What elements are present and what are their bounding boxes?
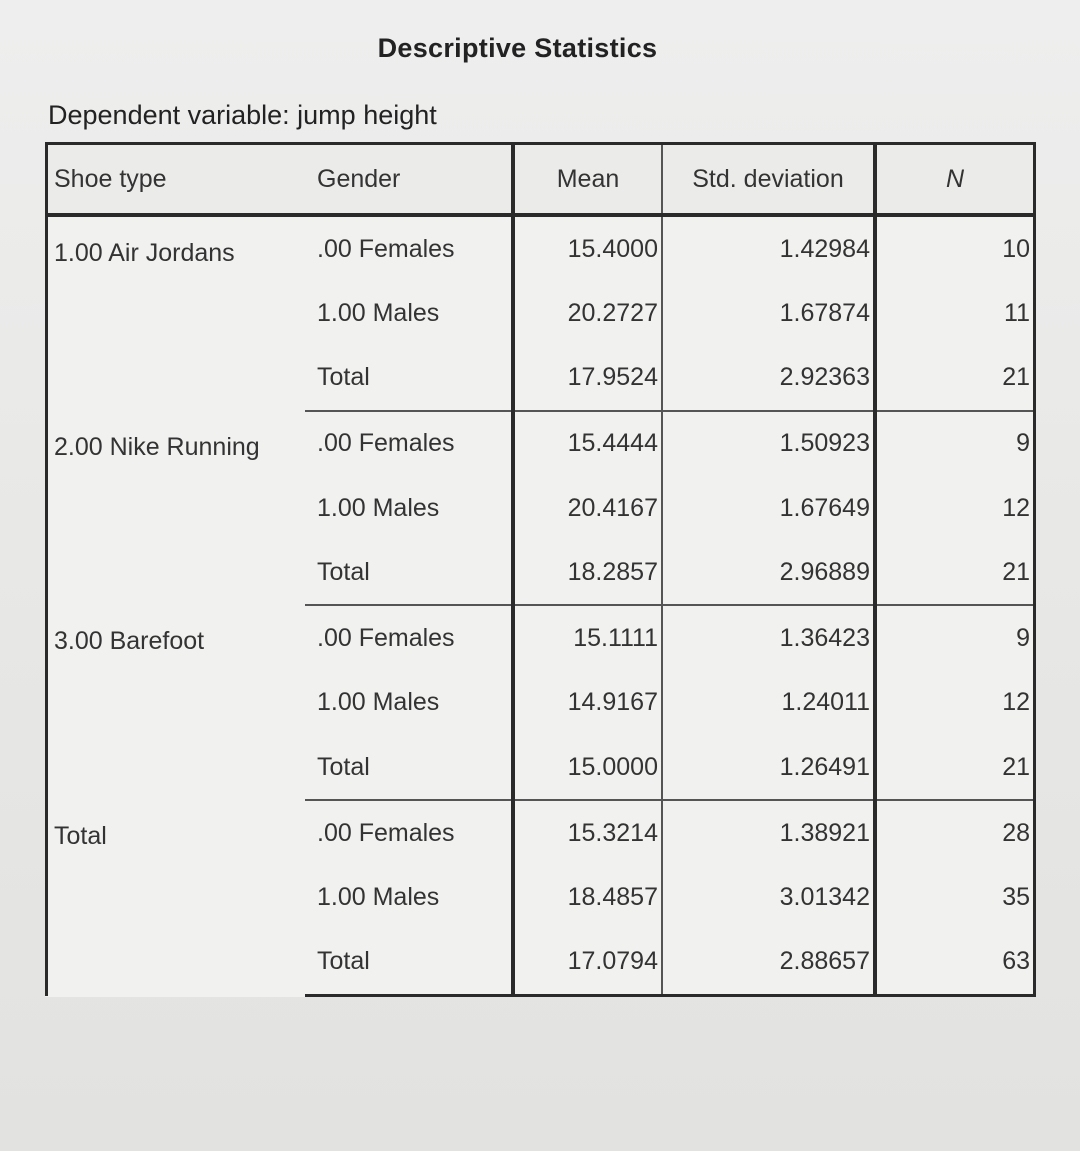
gender-cell: Total xyxy=(305,930,513,996)
header-n: N xyxy=(875,144,1035,216)
mean-cell: 15.4000 xyxy=(513,215,662,281)
mean-cell: 17.9524 xyxy=(513,345,662,410)
gender-cell: 1.00 Males xyxy=(305,865,513,929)
dependent-variable-label: Dependent variable: jump height xyxy=(48,100,437,130)
table-row xyxy=(47,215,1035,281)
header-row xyxy=(47,144,1035,216)
std-cell: 3.01342 xyxy=(662,865,875,929)
n-cell: 21 xyxy=(875,735,1035,800)
n-cell: 28 xyxy=(875,800,1035,865)
n-cell: 35 xyxy=(875,865,1035,929)
shoe-type-cell: 1.00 Air Jordans xyxy=(47,215,306,411)
gender-cell: Total xyxy=(305,735,513,800)
mean-cell: 15.1111 xyxy=(513,605,662,670)
std-cell: 1.26491 xyxy=(662,735,875,800)
std-cell: 2.92363 xyxy=(662,345,875,410)
gender-cell: .00 Females xyxy=(305,605,513,670)
header-std-deviation: Std. deviation xyxy=(662,144,875,216)
gender-cell: 1.00 Males xyxy=(305,671,513,735)
std-cell: 1.24011 xyxy=(662,671,875,735)
n-cell: 9 xyxy=(875,411,1035,476)
std-cell: 1.42984 xyxy=(662,215,875,281)
gender-cell: Total xyxy=(305,345,513,410)
std-cell: 1.67649 xyxy=(662,476,875,540)
table-row xyxy=(47,411,1035,476)
mean-cell: 14.9167 xyxy=(513,671,662,735)
std-cell: 1.67874 xyxy=(662,281,875,345)
std-cell: 1.50923 xyxy=(662,411,875,476)
mean-cell: 18.4857 xyxy=(513,865,662,929)
n-cell: 12 xyxy=(875,476,1035,540)
mean-cell: 20.4167 xyxy=(513,476,662,540)
mean-cell: 15.4444 xyxy=(513,411,662,476)
gender-cell: .00 Females xyxy=(305,411,513,476)
descriptive-statistics-table xyxy=(45,142,1036,997)
shoe-type-cell: 2.00 Nike Running xyxy=(47,411,306,606)
gender-cell: .00 Females xyxy=(305,800,513,865)
std-cell: 2.88657 xyxy=(662,930,875,996)
std-cell: 1.38921 xyxy=(662,800,875,865)
mean-cell: 15.0000 xyxy=(513,735,662,800)
header-shoe-type: Shoe type xyxy=(47,144,306,216)
mean-cell: 17.0794 xyxy=(513,930,662,996)
n-cell: 63 xyxy=(875,930,1035,996)
n-cell: 9 xyxy=(875,605,1035,670)
gender-cell: Total xyxy=(305,540,513,605)
gender-cell: 1.00 Males xyxy=(305,281,513,345)
n-cell: 11 xyxy=(875,281,1035,345)
n-cell: 21 xyxy=(875,345,1035,410)
gender-cell: 1.00 Males xyxy=(305,476,513,540)
mean-cell: 18.2857 xyxy=(513,540,662,605)
shoe-type-cell: 3.00 Barefoot xyxy=(47,605,306,800)
table-title: Descriptive Statistics xyxy=(377,33,658,63)
n-cell: 12 xyxy=(875,671,1035,735)
n-cell: 10 xyxy=(875,215,1035,281)
shoe-type-cell: Total xyxy=(47,800,306,995)
std-cell: 2.96889 xyxy=(662,540,875,605)
mean-cell: 20.2727 xyxy=(513,281,662,345)
table-row xyxy=(47,800,1035,865)
header-gender: Gender xyxy=(305,144,513,216)
std-cell: 1.36423 xyxy=(662,605,875,670)
table-row xyxy=(47,605,1035,670)
gender-cell: .00 Females xyxy=(305,215,513,281)
n-cell: 21 xyxy=(875,540,1035,605)
mean-cell: 15.3214 xyxy=(513,800,662,865)
header-mean: Mean xyxy=(513,144,662,216)
